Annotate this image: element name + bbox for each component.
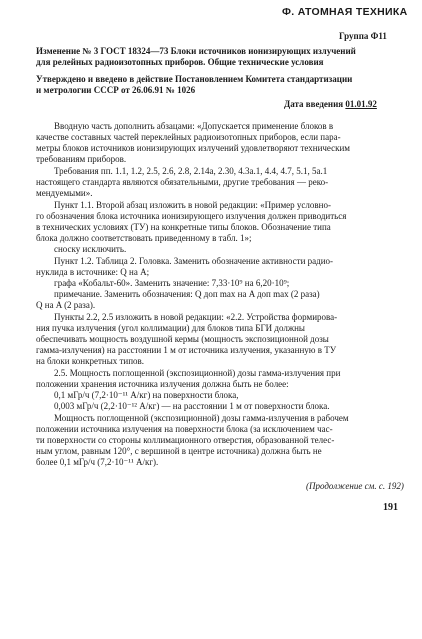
amendment-title-line-1: Изменение № 3 ГОСТ 18324—73 Блоки источников ионизирующих излучений bbox=[36, 46, 356, 56]
approval-line-1: Утверждено и введено в действие Постановлением Комитета стандартизации bbox=[36, 74, 353, 84]
effective-date-label: Дата введения bbox=[284, 99, 344, 109]
paragraph-line: Пункт 1.2. Таблица 2. Головка. Заменить обозначение активности радио- bbox=[54, 256, 334, 266]
paragraph-line: обеспечивать мощность воздушной кермы (мощность экспозиционной дозы bbox=[36, 334, 329, 344]
paragraph-line: требованиям приборов. bbox=[36, 154, 127, 164]
paragraph-line: 2.5. Мощность поглощенной (экспозиционной) дозы гамма-излучения при bbox=[54, 368, 341, 378]
effective-date-value: 01.01.92 bbox=[345, 99, 377, 109]
paragraph-line: Требования пп. 1.1, 1.2, 2.5, 2.6, 2.8, 2.14а, 2.30, 4.3а.1, 4.4, 4.7, 5.1, 5а.1 bbox=[54, 166, 328, 176]
paragraph-line: го обозначения блока источника ионизирующего излучения должен приводиться bbox=[36, 211, 347, 221]
paragraph-line: положении хранения источника излучения должна быть не более: bbox=[36, 379, 289, 389]
approval-line-2: и метрологии СССР от 26.06.91 № 1026 bbox=[36, 85, 196, 95]
paragraph-line: примечание. Заменить обозначения: Q доп max на A доп max (2 раза) bbox=[54, 289, 320, 299]
paragraph-line: Q на A (2 раза). bbox=[36, 300, 96, 310]
page-number: 191 bbox=[383, 502, 398, 513]
paragraph-line: Вводную часть дополнить абзацами: «Допускается применение блоков в bbox=[54, 121, 334, 131]
paragraph-line: мендуемыми». bbox=[36, 188, 93, 198]
paragraph-line: качестве составных частей переклейных радиоизотопных приборов, если пара- bbox=[36, 132, 341, 142]
group-code: Группа Ф11 bbox=[339, 31, 387, 41]
amendment-title-line-2: для релейных радиоизотопных приборов. Общие технические условия bbox=[36, 57, 324, 67]
paragraph-line: положении источника излучения на поверхности блока (за исключением час- bbox=[36, 424, 333, 434]
paragraph-line: нуклида в источнике: Q на A; bbox=[36, 267, 150, 277]
paragraph-line: блока должно соответствовать приведенному в табл. 1»; bbox=[36, 233, 252, 243]
continuation-note: (Продолжение см. с. 192) bbox=[306, 481, 404, 491]
paragraph-line: графа «Кобальт-60». Заменить значение: 7,33·10⁹ на 6,20·10⁹; bbox=[54, 278, 290, 288]
section-header: Ф. АТОМНАЯ ТЕХНИКА bbox=[282, 6, 408, 18]
effective-date bbox=[284, 99, 377, 110]
paragraph-line: гамма-излучения) на расстоянии 1 м от источника излучения, указанную в ТУ bbox=[36, 345, 337, 355]
paragraph-line: настоящего стандарта являются обязательными, другие требования — реко- bbox=[36, 177, 329, 187]
paragraph-line: Мощность поглощенной (экспозиционной) дозы гамма-излучения в рабочем bbox=[54, 413, 349, 423]
paragraph-line: 0,1 мГр/ч (7,2·10⁻¹¹ А/кг) на поверхности блока, bbox=[54, 390, 239, 400]
paragraph-line: ным углом, равным 120°, с вершиной в центре источника) должна быть не bbox=[36, 446, 322, 456]
paragraph-line: сноску исключить. bbox=[54, 244, 127, 254]
paragraph-line: 0,003 мГр/ч (2,2·10⁻¹² А/кг) — на расстоянии 1 м от поверхности блока. bbox=[54, 401, 330, 411]
paragraph-line: ти поверхности со стороны коллимационного отверстия, образованной телес- bbox=[36, 435, 335, 445]
paragraph-line: на блоки конкретных типов. bbox=[36, 356, 145, 366]
paragraph-line: ния пучка излучения (угол коллимации) для блоков типа БГИ должны bbox=[36, 323, 305, 333]
paragraph-line: Пункты 2.2, 2.5 изложить в новой редакции: «2.2. Устройства формирова- bbox=[54, 312, 338, 322]
paragraph-line: в технических условиях (ТУ) на конкретные типы блоков. Обозначение типа bbox=[36, 222, 331, 232]
paragraph-line: более 0,1 мГр/ч (7,2·10⁻¹¹ А/кг). bbox=[36, 457, 159, 467]
paragraph-line: Пункт 1.1. Второй абзац изложить в новой редакции: «Пример условно- bbox=[54, 200, 331, 210]
paragraph-line: метры блоков источников ионизирующих излучений удовлетворяют техническим bbox=[36, 143, 351, 153]
